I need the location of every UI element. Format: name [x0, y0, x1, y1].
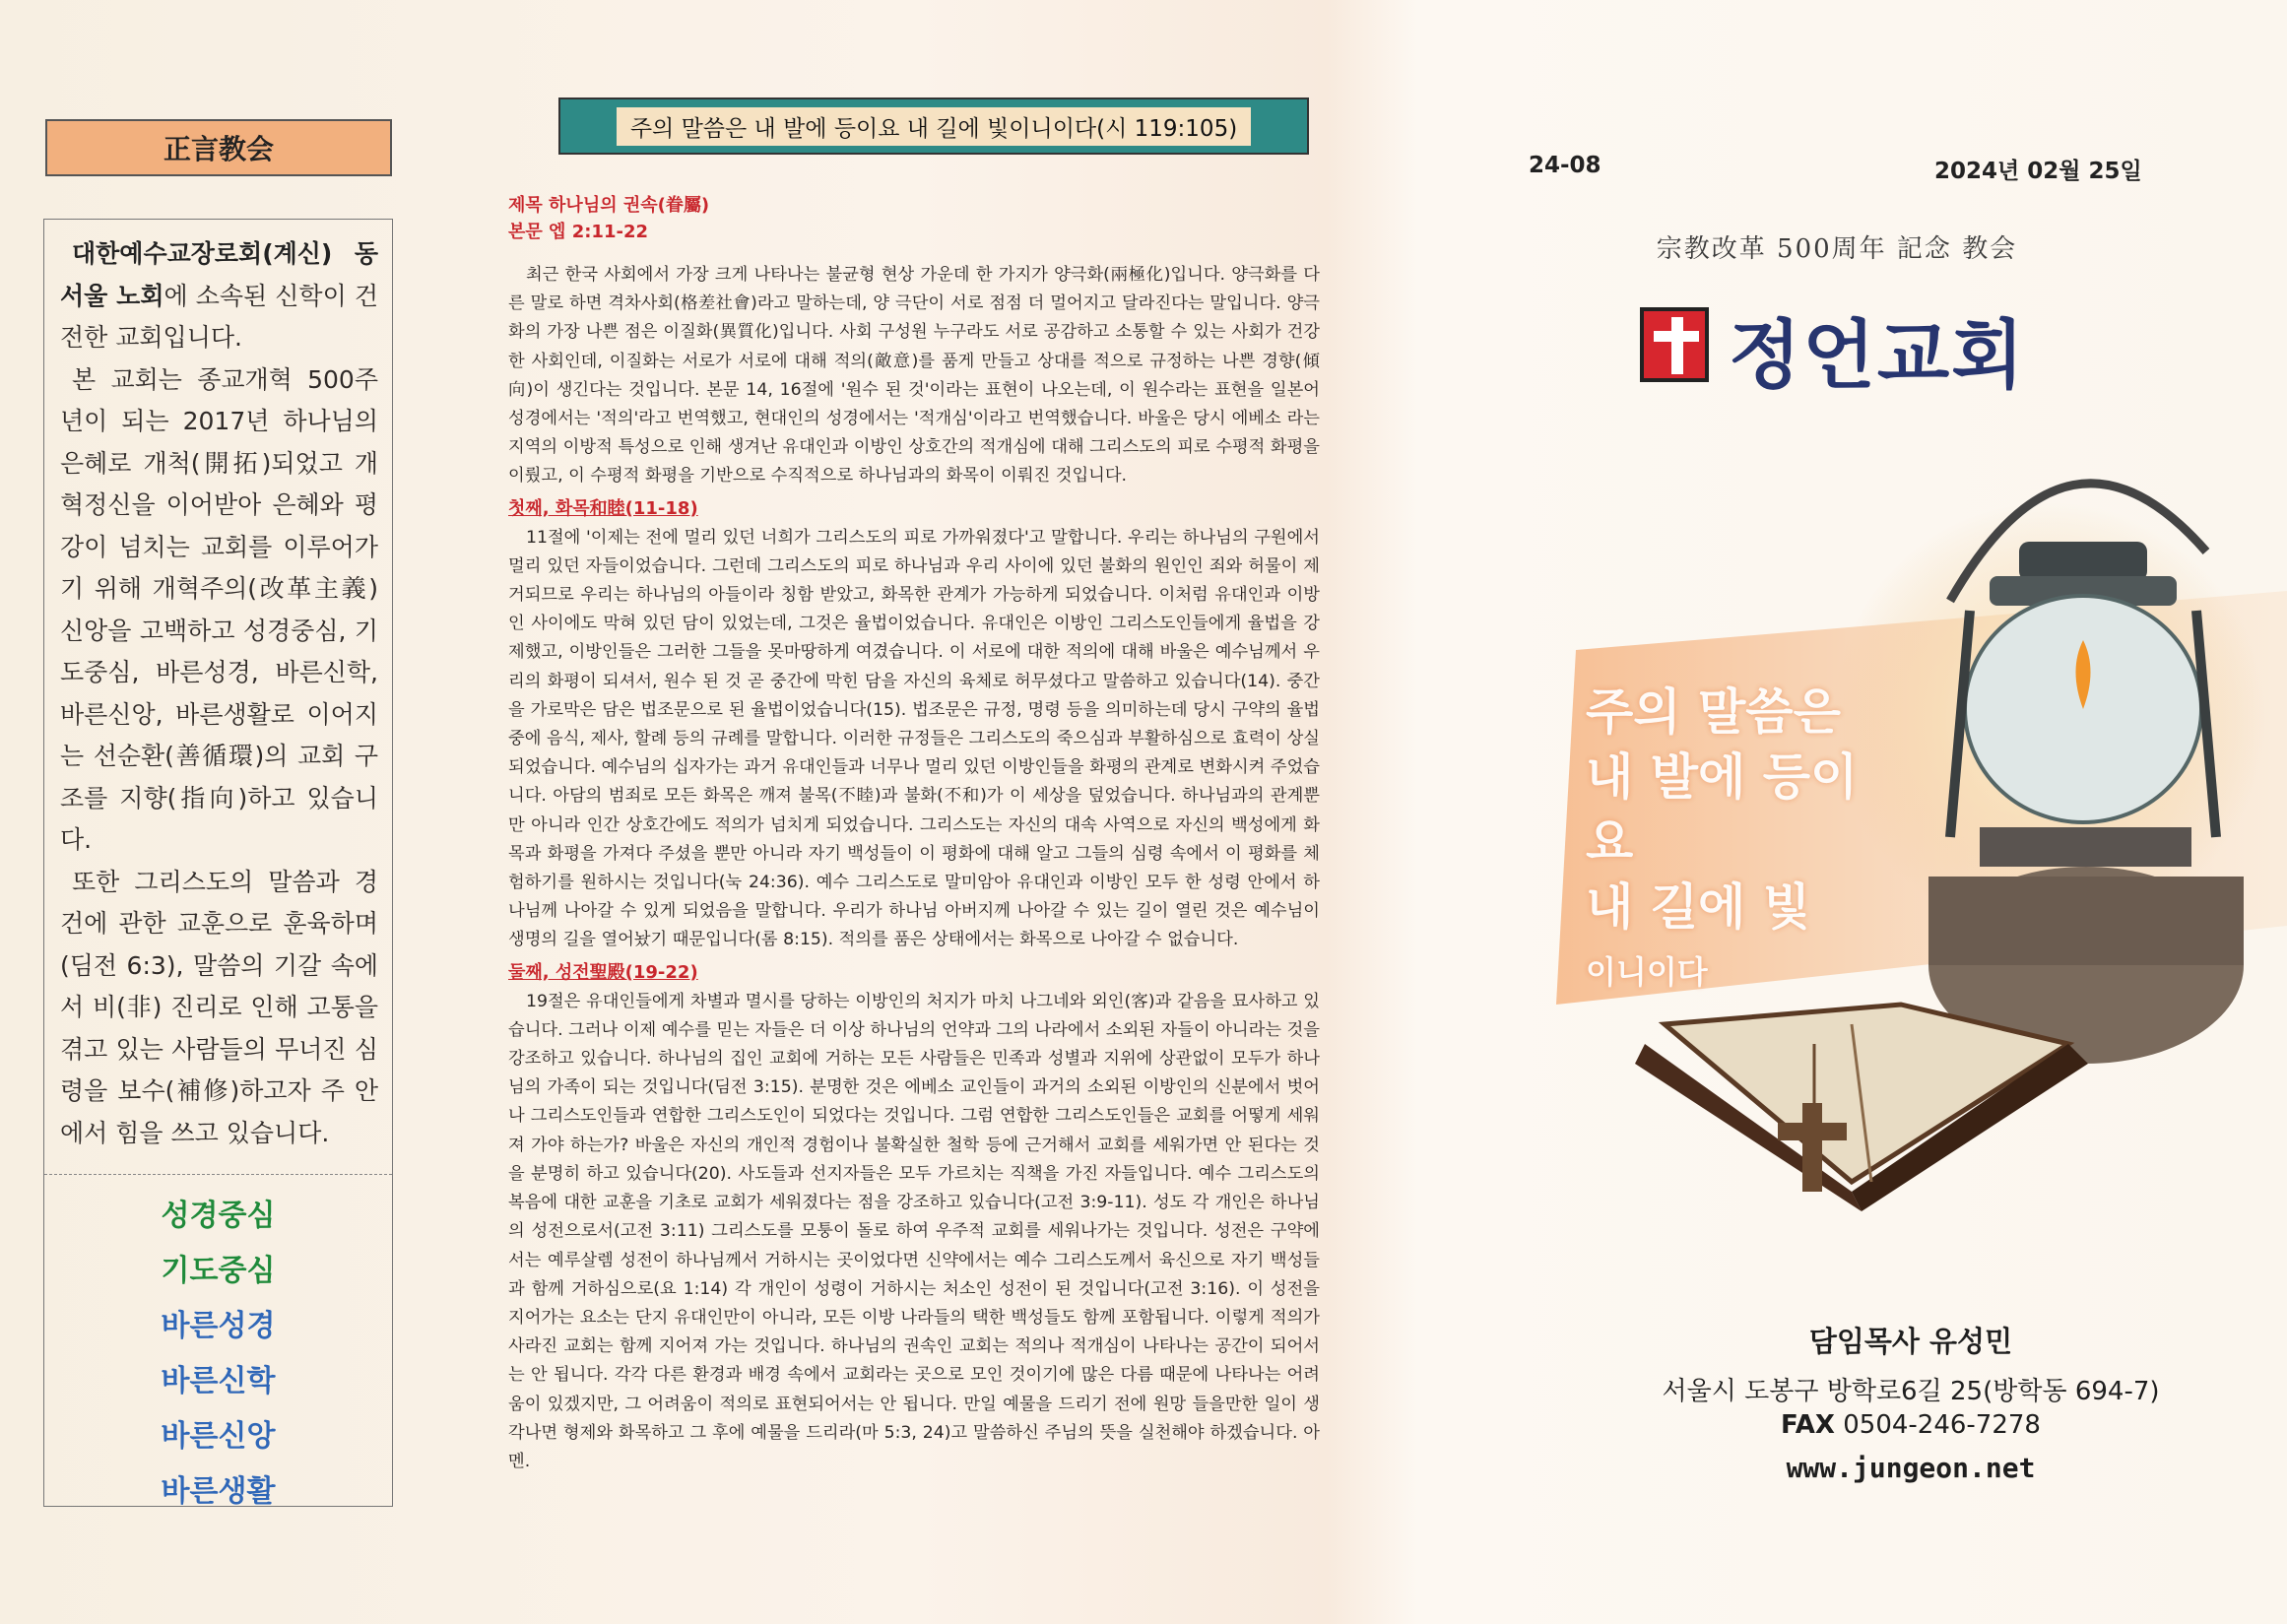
illustration-verse-line: 이니이다: [1586, 953, 1708, 991]
illustration-verse-line: 주의 말씀은: [1586, 683, 1841, 741]
spacer: [508, 245, 1320, 261]
motto-item: 기도중심: [161, 1254, 276, 1288]
sermon-body: [508, 192, 1320, 1476]
motto-item: 바른성경: [161, 1309, 276, 1343]
church-logo-icon: [1640, 307, 1709, 382]
sermon-title: 제목 하나님의 권속(眷屬): [508, 195, 710, 216]
motto-item: 바른신앙: [161, 1419, 276, 1454]
verse-banner-text: 주의 말씀은 내 발에 등이요 내 길에 빛이니이다(시 119:105): [617, 107, 1251, 146]
church-intro-box: [43, 219, 393, 1507]
section-1-heading: 첫째, 화목和睦(11-18): [508, 497, 698, 519]
intro-text-1: 에 소속된 신학이 건전한 교회입니다.: [60, 281, 378, 352]
illustration-verse-line: 내 길에 빛: [1586, 878, 1811, 936]
illustration-verse-line: 내 발에 등이요: [1586, 748, 1859, 871]
pastor-name: 담임목사 유성민: [1808, 1325, 2013, 1358]
divider: [44, 1174, 392, 1175]
church-name-tag: 正言教会: [45, 119, 392, 176]
fax-number: 0504-246-7278: [1843, 1410, 2041, 1440]
church-intro: [44, 220, 392, 1154]
church-name: 정언교회: [1729, 311, 2026, 399]
intro-paragraph-3: 또한 그리스도의 말씀과 경건에 관한 교훈으로 훈육하며(딤전 6:3), 말씀의 기갈 속에서 비(非) 진리로 인해 고통을 겪고 있는 사람들의 무너진 심령을 보수(補修)하고자 주 안에서 힘을 쓰고 있습니다.: [60, 867, 378, 1147]
issue-number: 24-08: [1529, 153, 1601, 178]
fax-line: [1536, 1410, 2285, 1440]
section-2-heading: 둘째, 성전聖殿(19-22): [508, 961, 698, 983]
sermon-intro: 최근 한국 사회에서 가장 크게 나타나는 불균형 현상 가운데 한 가지가 양극화(兩極化)입니다. 양극화를 다른 말로 하면 격차사회(格差社會)라고 말하는데, 양 극단이 서로 점점 더 멀어지고 달라진다는 말입니다. 양극화의 가장 나쁜 점은 이질화(異質化)입니다. 사회 구성원 누구라도 서로 공감하고 소통할 수 있는 사회가 건강한 사회인데, 이질화는 서로가 서로에 대해 적의(敵意)를 품게 만들고 상대를 적으로 규정하는 나쁜 경향(傾向)이 생긴다는 것입니다. 본문 14, 16절에 '원수 된 것'이라는 표현이 나오는데, 이 원수라는 표현을 일본어 성경에서는 '적의'라고 번역했고, 현대인의 성경에서는 '적개심'이라고 번역했습니다. 바울은 당시 에베소 라는 지역의 이방적 특성으로 인해 생겨난 유대인과 이방인 상호간의 적개심에 대해 그리스도의 피로 수평적 화평을 이뤘고, 이 수평적 화평을 기반으로 수직적으로 하나님과의 화목이 이뤄진 것입니다.: [508, 265, 1320, 487]
presbytery-name: 대한예수교장로회(계신) 동서울 노회: [60, 239, 378, 310]
verse-banner: [558, 97, 1309, 155]
sermon-text-reference: 본문 엡 2:11-22: [508, 222, 648, 242]
church-address: 서울시 도봉구 방학로6길 25(방학동 694-7): [1662, 1377, 2160, 1406]
website-link[interactable]: www.jungeon.net: [1786, 1452, 2036, 1484]
motto-item: 바른생활: [161, 1474, 276, 1509]
motto-item: 성경중심: [161, 1199, 276, 1233]
motto-item: 바른신학: [161, 1364, 276, 1398]
intro-paragraph-1: [60, 233, 378, 359]
motto-list: [44, 1189, 392, 1520]
bulletin-date: 2024년 02월 25일: [1934, 159, 2142, 184]
section-2-text: 19절은 유대인들에게 차별과 멸시를 당하는 이방인의 처지가 마치 나그네와 외인(客)과 같음을 묘사하고 있습니다. 그러나 이제 예수를 믿는 자들은 더 이상 하나님의 언약과 그의 나라에서 소외된 자들이 아니라는 것을 강조하고 있습니다. 하나님의 집인 교회에 거하는 모든 사람들은 민족과 성별과 지위에 상관없이 모두가 하나님의 가족이 되는 것입니다(딤전 3:15). 분명한 것은 에베소 교인들이 과거의 소외된 이방인의 신분에서 벗어나 그리스도인들과 연합한 그리스도인이 되었다는 것입니다. 그럼 연합한 그리스도인들은 교회를 어떻게 세워져 가야 하는가? 바울은 자신의 개인적 경험이나 불확실한 철학 등에 근거해서 교회를 세워가면 안 된다는 것을 분명히 하고 있습니다(20). 사도들과 선지자들은 모두 가르치는 직책을 가진 자들입니다. 예수 그리스도의 복음에 대한 교훈을 기초로 교회가 세워졌다는 점을 강조하고 있습니다(고전 3:9-11). 성도 각 개인은 하나님의 성전으로서(고전 3:11) 그리스도를 모퉁이 돌로 하여 우주적 교회를 세워나가는 것입니다. 성전은 구약에서는 예루살렘 성전이 하나님께서 거하시는 곳이었다면 신약에서는 예수 그리스도께서 육신으로 자기 백성들과 함께 거하심으로(요 1:14) 각 개인이 성령이 거하시는 처소인 성전이 된 것입니다(고전 3:16). 이 성전을 지어가는 요소는 단지 유대인만이 아니라, 모든 이방 나라들의 택한 백성들도 함께 포함됩니다. 이렇게 적의가 사라진 교회는 함께 지어져 가는 것입니다. 하나님의 권속인 교회는 적의나 적개심이 나타나는 공간이 되어서는 안 됩니다. 각각 다른 환경과 배경 속에서 교회라는 곳으로 모인 것이기에 많은 다름 때문에 나타나는 어려움이 있겠지만, 그 어려움이 적의로 표현되어서는 안 됩니다. 만일 예물을 드리기 전에 원망 들을만한 일이 생각나면 형제와 화목하고 그 후에 예물을 드리라(마 5:3, 24)고 말씀하신 주님의 뜻을 실천해야 하겠습니다. 아멘.: [508, 991, 1320, 1471]
fax-label: FAX: [1781, 1410, 1835, 1440]
jubilee-subtitle: 宗教改革 500周年 記念 教会: [1656, 234, 2018, 264]
illustration-verse: [1586, 680, 1881, 1005]
intro-paragraph-2: 본 교회는 종교개혁 500주년이 되는 2017년 하나님의 은혜로 개척(開拓)되었고 개혁정신을 이어받아 은혜와 평강이 넘치는 교회를 이루어가기 위해 개혁주의(改革主義) 신앙을 고백하고 성경중심, 기도중심, 바른성경, 바른신학, 바른신앙, 바른생활로 이어지는 선순환(善循環)의 교회 구조를 지향(指向)하고 있습니다.: [60, 364, 378, 854]
section-1-text: 11절에 '이제는 전에 멀리 있던 너희가 그리스도의 피로 가까워졌다'고 말합니다. 우리는 하나님의 구원에서 멀리 있던 자들이었습니다. 그런데 그리스도의 피로 하나님과 우리 사이에 있던 불화의 원인인 죄와 허물이 제거되므로 우리는 하나님의 아들이라 칭함 받았고, 화목한 관계가 가능하게 되었습니다. 이처럼 유대인과 이방인 사이에도 막혀 있던 담이 있었는데, 그것은 율법이었습니다. 유대인은 이방인 그리스도인들에게 율법을 강제했고, 이방인들은 그러한 그들을 못마땅하게 여겼습니다. 이 서로에 대한 적의에 대해 바울은 예수님께서 우리의 화평이 되셔서, 원수 된 것 곧 중간에 막힌 담을 자신의 육체로 허무셨다고 말씀하고 있습니다(14). 중간을 가로막은 담은 법조문으로 된 율법이었습니다(15). 법조문은 규정, 명령 등을 의미하는데 당시 구약의 율법 중에 음식, 제사, 할례 등의 규례를 말합니다. 이러한 규정들은 그리스도의 죽으심과 부활하심으로 효력이 상실되었습니다. 예수님의 십자가는 과거 유대인들과 너무나 멀리 있던 이방인들을 화평의 관계로 변화시켜 주었습니다. 아담의 범죄로 모든 화목은 깨져 불목(不睦)과 불화(不和)가 이 세상을 덮었습니다. 하나님과의 관계뿐만 아니라 인간 상호간에도 적의가 넘치게 되었습니다. 그리스도는 자신의 대속 사역으로 자신의 백성에게 화목과 화평을 가져다 주셨을 뿐만 아니라 자기 백성들이 이 평화에 대해 알고 그들의 심령 속에서 이 평화를 체험하기를 원하시는 것입니다(눅 24:36). 예수 그리스도로 말미암아 유대인과 이방인 모두 한 성령 안에서 하나님께 나아갈 수 있게 되었음을 말합니다. 우리가 하나님 아버지께 나아갈 수 있는 길이 열린 것은 예수님이 생명의 길을 열어놨기 때문입니다(롬 8:15). 적의를 품은 상태에서는 화목으로 나아갈 수 없습니다.: [508, 527, 1320, 950]
